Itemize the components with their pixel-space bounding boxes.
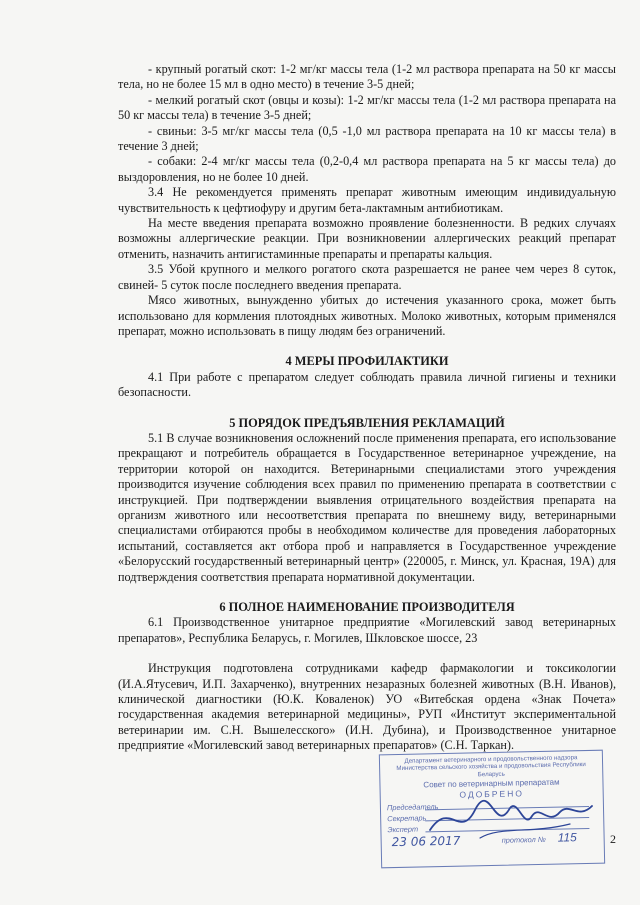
dosage-dogs: - собаки: 2-4 мг/кг массы тела (0,2-0,4 мл раствора препарата на 5 кг массы тела) до выздоровления, но не более 10 дней. [118, 154, 616, 184]
paragraph-3-4: 3.4 Не рекомендуется применять препарат животным имеющим индивидуальную чувствительность к цефтиофуру и другим бета-лактамным антибиотикам. [118, 185, 616, 215]
section-4-heading: 4 МЕРЫ ПРОФИЛАКТИКИ [285, 354, 449, 369]
stamp-protocol-number: 115 [557, 830, 577, 845]
dosage-cattle: - крупный рогатый скот: 1-2 мг/кг массы тела (1-2 мл раствора препарата на 50 кг массы тела, но не более 15 мл в одно место) в течение 3-5 дней; [118, 62, 616, 92]
section-4-text: 4.1 При работе с препаратом следует соблюдать правила личной гигиены и техники безопасности. [118, 369, 616, 400]
stamp-organization: Департамент ветеринарного и продовольственного надзора Министерства сельского хозяйства и продовольствия Республики Беларусь [396, 754, 586, 779]
dosage-small-ruminants: - мелкий рогатый скот (овцы и козы): 1-2 мг/кг массы тела (1-2 мл раствора препарата на 50 кг массы тела) в течение 3-5 дней; [118, 92, 616, 123]
stamp-protocol-label: протокол № [501, 835, 546, 846]
stamp-date: 23 06 2017 [391, 833, 461, 850]
document-body [118, 62, 616, 754]
paragraph-side-effects: На месте введения препарата возможно проявление болезненности. В редких случаях возможны аллергические реакции. При возникновении аллергических реакций препарат отменить, назначить антигистаминные препараты и препараты кальция. [118, 216, 616, 261]
page-number: 2 [610, 832, 616, 846]
section-6-text: 6.1 Производственное унитарное предприятие «Могилевский завод ветеринарных препаратов», Республика Беларусь, г. Могилев, Шкловское шоссе, 23 [118, 615, 616, 645]
stamp-chairman-label: Председатель [386, 802, 439, 813]
signature-icon [420, 790, 610, 850]
paragraph-meat-milk: Мясо животных, вынужденно убитых до истечения указанного срока, может быть использовано для кормления плотоядных животных. Молоко животных, которым применялся препарат, можно использовать в пищу людям без ограничений. [118, 293, 616, 338]
paragraph-3-5: 3.5 Убой крупного и мелкого рогатого скота разрешается не ранее чем через 8 суток, свиней- 5 суток после последнего введения препарата. [118, 262, 616, 292]
section-5-heading: 5 ПОРЯДОК ПРЕДЪЯВЛЕНИЯ РЕКЛАМАЦИЙ [229, 415, 505, 430]
stamp-council: Совет по ветеринарным препаратам [423, 777, 560, 790]
stamp-secretary-label: Секретарь [387, 813, 427, 824]
section-6-heading: 6 ПОЛНОЕ НАИМЕНОВАНИЕ ПРОИЗВОДИТЕЛЯ [219, 600, 515, 614]
stamp-approved: ОДОБРЕНО [459, 788, 525, 800]
dosage-pigs: - свиньи: 3-5 мг/кг массы тела (0,5 -1,0 мл раствора препарата на 10 кг массы тела) в течение 3 дней; [118, 123, 616, 154]
section-5-text: 5.1 В случае возникновения осложнений после применения препарата, его использование прекращают и потребитель обращается в Государственное ветеринарное учреждение, на территории которой он находится. Ветеринарными специалистами этого учреждения производится изучение соблюдения всех правил по применению препарата в соответствии с инструкцией. При подтверждении выявления отрицательного воздействия препарата на организм животного или несоответствия препарата по внешнему виду, ветеринарными специалистами отбираются пробы в необходимом количестве для проведения лабораторных испытаний, составляется акт отбора проб и направляется в Государственное учреждение «Белорусский государственный ветеринарный центр» (220005, г. Минск, ул. Красная, 19А) для подтверждения соответствия препарата нормативной документации. [118, 430, 616, 584]
stamp-expert-label: Эксперт [387, 824, 419, 835]
credits-paragraph: Инструкция подготовлена сотрудниками кафедр фармакологии и токсикологии (И.А.Ятусевич, И.П. Захарченко), внутренних незаразных болезней животных (В.Н. Иванов), клинической диагностики (Ю.К. Коваленок) УО «Витебская ордена «Знак Почета» государственная академия ветеринарной медицины», РУП «Институт экспериментальной ветеринарии им. С.Н. Вышелесского» (И.Н. Дубина), и Производственное унитарное предприятие «Могилевский завод ветеринарных препаратов» (С.Н. Таркан). [118, 661, 616, 753]
